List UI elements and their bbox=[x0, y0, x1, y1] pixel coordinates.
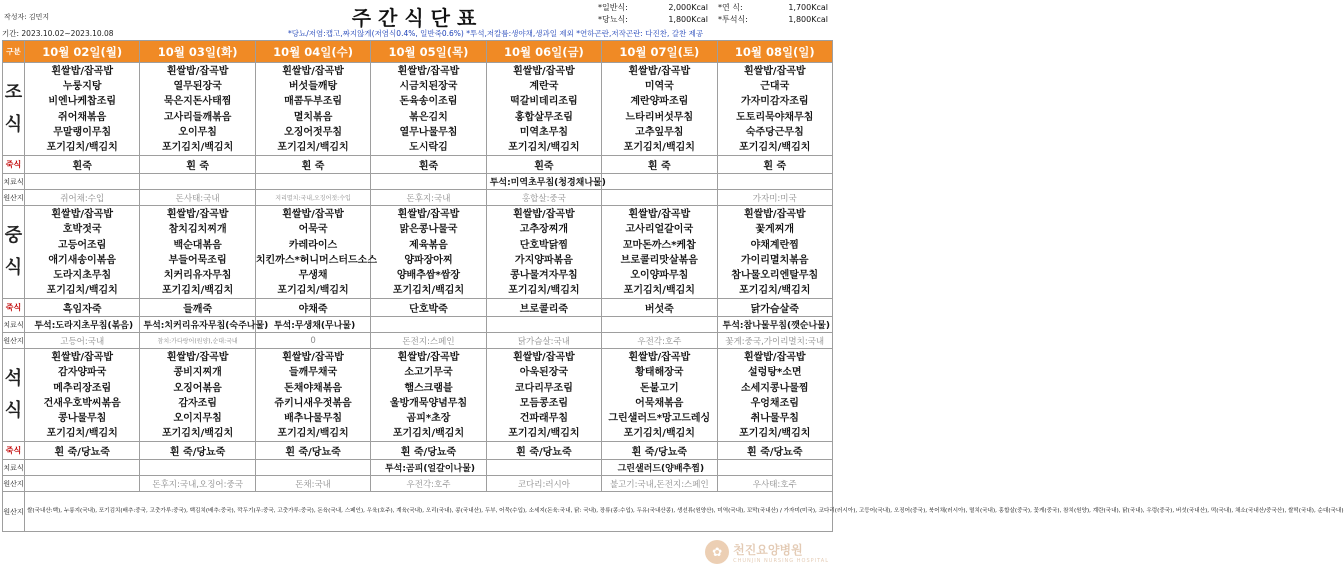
juk-item: 버섯죽 bbox=[602, 299, 717, 317]
dish-item: 제육볶음 bbox=[409, 239, 448, 251]
origin-item: 돈후지:국내 bbox=[371, 190, 486, 206]
dish-item: 흰쌀밥/잡곡밥 bbox=[397, 66, 460, 77]
dish-item: 포기김치/백김치 bbox=[739, 141, 811, 153]
juk-item: 흑임자죽 bbox=[25, 299, 140, 317]
dish-item: 포기김치/백김치 bbox=[623, 428, 695, 440]
therapy-item: 그린샐러드(양배추찜) bbox=[602, 460, 717, 476]
therapy-label: 치료식 bbox=[3, 460, 25, 476]
juk-item: 흰죽 bbox=[371, 156, 486, 174]
origin-item: 돈후지:국내,오징어:중국 bbox=[140, 476, 255, 492]
dish-item: 가자미감자조림 bbox=[740, 96, 809, 108]
day-header: 10월 07일(토) bbox=[602, 41, 717, 63]
page-title: 주간식단표 bbox=[351, 6, 484, 30]
diet-notice: *당뇨/저염:캡고,짜지않게(저염식0.4%, 일반죽0.6%) *투석,저칼륨:생야채,생과일 제외 *연하곤란,저작곤란: 다진찬, 갈찬 제공 bbox=[288, 29, 704, 38]
dish-item: 버섯들깨탕 bbox=[288, 81, 338, 93]
dish-item: 흰쌀밥/잡곡밥 bbox=[628, 66, 691, 77]
origin-item: 홍합살:중국 bbox=[486, 190, 601, 206]
dish-list bbox=[371, 349, 486, 442]
juk-item: 야채죽 bbox=[255, 299, 370, 317]
dish-item: 포기김치/백김치 bbox=[161, 428, 234, 440]
therapy-item bbox=[371, 317, 486, 333]
day-header: 10월 02일(월) bbox=[25, 41, 140, 63]
dish-item: 포기김치/백김치 bbox=[739, 285, 811, 297]
origin-item bbox=[602, 190, 717, 206]
dish-item: 어묵채볶음 bbox=[635, 397, 684, 409]
origin-item: 돈채:국내 bbox=[255, 476, 370, 492]
dish-item: 무생채 bbox=[298, 269, 328, 281]
dish-item: 감자양파국 bbox=[58, 367, 107, 379]
origin-item: 지리멸치:국내,오징어젓:수입 bbox=[255, 190, 370, 206]
therapy-item bbox=[602, 174, 717, 190]
therapy-item: 투석:미역초무침(청경채나물) bbox=[486, 174, 601, 190]
origin-label: 원산지 bbox=[3, 190, 25, 206]
dish-item: 야채계란찜 bbox=[750, 239, 799, 251]
therapy-item bbox=[486, 317, 601, 333]
tree-logo-icon: ✿ bbox=[705, 540, 729, 564]
dish-item: 카레라이스 bbox=[288, 239, 338, 251]
therapy-item bbox=[486, 460, 601, 476]
dish-item: 흰쌀밥/잡곡밥 bbox=[51, 209, 114, 221]
juk-item: 흰 죽/당뇨죽 bbox=[717, 442, 832, 460]
dish-item: 무말랭이무침 bbox=[53, 126, 112, 138]
dish-item: 참치김치찌개 bbox=[168, 224, 227, 236]
therapy-item bbox=[140, 174, 255, 190]
origin-item: 꽃게:중국,가이리멸치:국내 bbox=[717, 333, 832, 349]
dish-item: 흰쌀밥/잡곡밥 bbox=[513, 352, 575, 364]
origin-item: 불고기:국내,돈전지:스페인 bbox=[602, 476, 717, 492]
dish-item: 흰쌀밥/잡곡밥 bbox=[51, 66, 114, 77]
dish-list bbox=[486, 206, 601, 299]
dish-item: 돈육송이조림 bbox=[399, 96, 458, 108]
therapy-label: 치료식 bbox=[3, 317, 25, 333]
hospital-watermark bbox=[705, 540, 829, 564]
origin-item: 코다리:러시아 bbox=[486, 476, 601, 492]
dish-item: 어묵국 bbox=[298, 224, 328, 236]
dish-list bbox=[25, 349, 140, 442]
dish-item: 흰쌀밥/잡곡밥 bbox=[743, 209, 806, 221]
dish-item: 애기새송이볶음 bbox=[48, 254, 117, 266]
juk-item: 단호박죽 bbox=[371, 299, 486, 317]
dish-item: 들깨무채국 bbox=[288, 367, 338, 379]
dish-item: 포기김치/백김치 bbox=[623, 141, 695, 153]
origin-item: 우전각:호주 bbox=[602, 333, 717, 349]
dish-item: 도시락김 bbox=[409, 141, 448, 153]
dish-item: 흰쌀밥/잡곡밥 bbox=[513, 209, 575, 221]
origin-item: 고등어:국내 bbox=[25, 333, 140, 349]
dish-item: 매콤두부조림 bbox=[284, 96, 343, 108]
dish-item: 포기김치/백김치 bbox=[277, 141, 349, 153]
origin-item: 닭가슴살:국내 bbox=[486, 333, 601, 349]
therapy-item bbox=[717, 174, 832, 190]
therapy-item: 투석:치커리유자무침(숙주나물) bbox=[140, 317, 255, 333]
dish-item: 포기김치/백김치 bbox=[46, 428, 118, 440]
therapy-item bbox=[25, 460, 140, 476]
dish-item: 멸치볶음 bbox=[293, 111, 333, 123]
dish-item: 양파장아찌 bbox=[404, 254, 453, 266]
meal-label-breakfast: 조 식 bbox=[3, 63, 25, 156]
dish-list bbox=[717, 63, 832, 156]
dish-list bbox=[140, 63, 255, 156]
juk-label: 죽식 bbox=[3, 156, 25, 174]
dish-item: 아욱된장국 bbox=[519, 367, 569, 379]
dish-item: 볶은김치 bbox=[409, 111, 448, 123]
origin-item: 가자미:미국 bbox=[717, 190, 832, 206]
dish-item: 참나물오리엔탈무침 bbox=[731, 269, 819, 281]
juk-item: 흰 죽 bbox=[140, 156, 255, 174]
dish-item: 흰쌀밥/잡곡밥 bbox=[513, 66, 575, 77]
dish-item: 흰쌀밥/잡곡밥 bbox=[166, 209, 229, 221]
origin-item: 돈전지:스페인 bbox=[371, 333, 486, 349]
origin-label: 원산지 bbox=[3, 476, 25, 492]
footer-origin-text: 쌀(국내산:백), 누룽지(국내), 포기김치(배추:중국, 고춧가루:중국), 백김치(배추:중국), 깍두기(무:중국, 고춧가루:중국), 돈육(국내, 스페인), 우육(호주), 계육(국내), 오리(국내), 콩(국내산), 두부, 어묵(수입), 소세지(돈육:국내, 닭: 국내), 장류(콩:수입), 두유(국내산콩), 생선류(원양산), 미역(국내), 꼬막(국내산) / 가자미(미국), 코다리(러시아), 고등어(국내), 오징어(중국), 북어채(러시아), 멸치(국내), 홍합살(중국), 꽃게(중국), 참치(원양), 계란(국내), 닭(국내), 우렁(중국), 버섯(국내산), 떡(국내), 채소(국내산/중국산), 쌀떡(국내), 순대(국내) bbox=[25, 492, 833, 532]
dish-item: 흰쌀밥/잡곡밥 bbox=[282, 209, 344, 221]
dish-item: 고추잎무침 bbox=[635, 126, 684, 138]
dish-item: 설렁탕*소면 bbox=[748, 367, 802, 379]
juk-item: 들깨죽 bbox=[140, 299, 255, 317]
juk-item: 닭가슴살죽 bbox=[717, 299, 832, 317]
dish-item: 치킨까스*허니머스터드소스 bbox=[255, 254, 377, 266]
dish-item: 오이지무침 bbox=[173, 413, 222, 424]
therapy-item bbox=[255, 460, 370, 476]
dish-item: 묵은지돈사태찜 bbox=[163, 96, 232, 108]
dish-item: 가이리멸치볶음 bbox=[740, 254, 809, 266]
origin-item: 참치:가다랑어(원양),순대:국내 bbox=[140, 333, 255, 349]
dish-list bbox=[602, 63, 717, 156]
dish-item: 홍합살무조림 bbox=[514, 111, 573, 123]
dish-item: 쥬키니새우젓볶음 bbox=[274, 397, 352, 409]
dish-item: 흰쌀밥/잡곡밥 bbox=[743, 352, 806, 364]
therapy-item bbox=[602, 317, 717, 333]
dish-item: 누룽지탕 bbox=[62, 81, 102, 93]
dish-item: 꼬마돈까스*케찹 bbox=[622, 239, 696, 251]
dish-item: 브로콜리맛살볶음 bbox=[620, 254, 698, 266]
calorie-diabetes: *당뇨식: 1,800Kcal bbox=[598, 15, 708, 24]
dish-item: 숙주당근무침 bbox=[745, 126, 804, 138]
juk-label: 죽식 bbox=[3, 442, 25, 460]
origin-item bbox=[25, 476, 140, 492]
dish-item: 떡갈비데리조림 bbox=[510, 96, 578, 108]
day-header: 10월 05일(목) bbox=[371, 41, 486, 63]
dish-item: 콩나물겨자무침 bbox=[510, 269, 578, 281]
dish-item: 포기김치/백김치 bbox=[739, 428, 811, 440]
dish-item: 흰쌀밥/잡곡밥 bbox=[166, 352, 229, 364]
dish-item: 흰쌀밥/잡곡밥 bbox=[282, 66, 344, 77]
dish-item: 포기김치/백김치 bbox=[277, 285, 349, 297]
therapy-label: 치료식 bbox=[3, 174, 25, 190]
footer-origin-label: 원산지 bbox=[3, 492, 25, 532]
weekly-menu-table bbox=[2, 40, 1344, 532]
dish-item: 고등어조림 bbox=[58, 239, 107, 251]
juk-item: 흰죽 bbox=[486, 156, 601, 174]
author-label: 작성자: 김민지 bbox=[4, 13, 50, 21]
therapy-item bbox=[717, 460, 832, 476]
dish-item: 호박젓국 bbox=[62, 224, 102, 236]
dish-item: 메추리장조림 bbox=[53, 382, 112, 394]
calorie-soft: *연 식: 1,700Kcal bbox=[718, 3, 828, 12]
dish-list bbox=[25, 63, 140, 156]
dish-item: 계란양파조림 bbox=[630, 96, 689, 108]
juk-item: 브로콜리죽 bbox=[486, 299, 601, 317]
dish-item: 꽃게찌개 bbox=[755, 224, 795, 236]
dish-item: 계란국 bbox=[529, 81, 559, 93]
juk-item: 흰 죽 bbox=[255, 156, 370, 174]
therapy-item bbox=[25, 174, 140, 190]
dish-item: 느타리버섯무침 bbox=[625, 111, 694, 123]
meal-label-lunch: 중 식 bbox=[3, 206, 25, 299]
dish-item: 포기김치/백김치 bbox=[508, 285, 580, 297]
dish-item: 열무된장국 bbox=[173, 81, 222, 93]
dish-item: 그린샐러드*망고드레싱 bbox=[608, 413, 711, 424]
juk-label: 죽식 bbox=[3, 299, 25, 317]
dish-item: 포기김치/백김치 bbox=[623, 285, 695, 297]
day-header: 10월 08일(일) bbox=[717, 41, 832, 63]
day-header: 10월 04일(수) bbox=[255, 41, 370, 63]
juk-item: 흰 죽/당뇨죽 bbox=[140, 442, 255, 460]
dish-item: 열무나물무침 bbox=[399, 126, 458, 138]
dish-item: 돈불고기 bbox=[640, 382, 679, 394]
dish-item: 양배추쌈*쌈장 bbox=[396, 269, 461, 281]
dish-item: 단호박닭찜 bbox=[519, 239, 569, 251]
dish-item: 맑은콩나물국 bbox=[399, 224, 458, 236]
dish-list bbox=[486, 63, 601, 156]
dish-item: 포기김치/백김치 bbox=[161, 285, 234, 297]
therapy-item: 투석:곰피(얼갈이나물) bbox=[371, 460, 486, 476]
origin-label: 원산지 bbox=[3, 333, 25, 349]
dish-item: 근대국 bbox=[760, 81, 790, 93]
watermark-name: 천진요양병원 bbox=[733, 542, 803, 557]
dish-item: 울방개묵양념무침 bbox=[389, 397, 468, 409]
dish-list bbox=[717, 349, 832, 442]
juk-item: 흰 죽/당뇨죽 bbox=[486, 442, 601, 460]
juk-item: 흰 죽 bbox=[602, 156, 717, 174]
dish-list bbox=[602, 349, 717, 442]
juk-item: 흰 죽/당뇨죽 bbox=[602, 442, 717, 460]
dish-item: 흰쌀밥/잡곡밥 bbox=[628, 352, 691, 364]
juk-item: 흰죽 bbox=[25, 156, 140, 174]
therapy-item bbox=[140, 460, 255, 476]
watermark-sub: CHUNJIN NURSING HOSPITAL bbox=[733, 557, 829, 564]
period-label: 기간: 2023.10.02~2023.10.08 bbox=[2, 29, 114, 38]
dish-item: 오이양파무침 bbox=[630, 269, 689, 281]
dish-item: 오징어볶음 bbox=[173, 382, 222, 394]
dish-item: 배추나물무침 bbox=[284, 413, 343, 424]
therapy-item: 투석:도라지초무침(볶음) bbox=[25, 317, 140, 333]
dish-item: 흰쌀밥/잡곡밥 bbox=[397, 352, 460, 364]
dish-item: 고사리얼갈이국 bbox=[625, 224, 694, 236]
origin-item: 우사태:호주 bbox=[717, 476, 832, 492]
therapy-item: 투석:참나물무침(깻순나물) bbox=[717, 317, 832, 333]
dish-list bbox=[371, 206, 486, 299]
dish-item: 코다리무조림 bbox=[514, 382, 573, 394]
therapy-item bbox=[371, 174, 486, 190]
juk-item: 흰 죽/당뇨죽 bbox=[371, 442, 486, 460]
dish-item: 건새우호박씨볶음 bbox=[43, 397, 121, 409]
dish-item: 흰쌀밥/잡곡밥 bbox=[166, 66, 229, 77]
dish-list bbox=[717, 206, 832, 299]
dish-item: 미역국 bbox=[644, 81, 674, 93]
dish-item: 백순대볶음 bbox=[173, 239, 222, 251]
dish-item: 포기김치/백김치 bbox=[46, 141, 118, 153]
dish-item: 포기김치/백김치 bbox=[508, 141, 580, 153]
dish-item: 콩비지찌개 bbox=[173, 367, 222, 379]
column-header-label: 구분 bbox=[3, 41, 25, 63]
dish-list bbox=[486, 349, 601, 442]
juk-item: 흰 죽/당뇨죽 bbox=[255, 442, 370, 460]
dish-item: 포기김치/백김치 bbox=[277, 428, 349, 440]
dish-item: 도라지초무침 bbox=[53, 269, 112, 281]
dish-item: 흰쌀밥/잡곡밥 bbox=[51, 352, 114, 364]
dish-item: 황태해장국 bbox=[635, 367, 684, 379]
dish-list bbox=[140, 349, 255, 442]
dish-item: 콩나물무침 bbox=[58, 413, 107, 424]
dish-item: 부들어묵조림 bbox=[168, 254, 227, 266]
dish-item: 가지양파볶음 bbox=[514, 254, 573, 266]
dish-item: 쥐어채볶음 bbox=[58, 111, 107, 123]
origin-item: 쥐어채:수입 bbox=[25, 190, 140, 206]
juk-item: 흰 죽 bbox=[717, 156, 832, 174]
origin-item: 0 bbox=[255, 333, 370, 349]
dish-item: 포기김치/백김치 bbox=[392, 285, 465, 297]
origin-item: 돈사태:국내 bbox=[140, 190, 255, 206]
dish-item: 감자조림 bbox=[178, 397, 217, 409]
calorie-general: *일반식: 2,000Kcal bbox=[598, 3, 708, 12]
day-header: 10월 03일(화) bbox=[140, 41, 255, 63]
dish-item: 포기김치/백김치 bbox=[46, 285, 118, 297]
dish-item: 고사리들깨볶음 bbox=[163, 111, 232, 123]
dish-item: 흰쌀밥/잡곡밥 bbox=[282, 352, 344, 364]
dish-item: 포기김치/백김치 bbox=[392, 428, 465, 440]
juk-item: 흰 죽/당뇨죽 bbox=[25, 442, 140, 460]
header bbox=[0, 0, 835, 38]
dish-item: 우엉채조림 bbox=[750, 397, 799, 409]
dish-item: 흰쌀밥/잡곡밥 bbox=[743, 66, 806, 77]
dish-item: 흰쌀밥/잡곡밥 bbox=[397, 209, 460, 221]
dish-item: 비엔나케찹조림 bbox=[48, 96, 117, 108]
dish-item: 취나물무침 bbox=[750, 413, 799, 424]
dish-item: 건파래무침 bbox=[519, 413, 569, 424]
dish-item: 곰피*초장 bbox=[406, 413, 451, 424]
meal-label-dinner: 석 식 bbox=[3, 349, 25, 442]
dish-item: 돈채야채볶음 bbox=[284, 382, 343, 394]
dish-item: 치커리유자무침 bbox=[163, 269, 232, 281]
dish-item: 포기김치/백김치 bbox=[508, 428, 580, 440]
dish-list bbox=[371, 63, 486, 156]
dish-item: 포기김치/백김치 bbox=[161, 141, 234, 153]
therapy-item bbox=[255, 174, 370, 190]
dish-item: 오이무침 bbox=[178, 126, 217, 138]
dish-item: 모듬콩조림 bbox=[519, 397, 569, 409]
dish-list bbox=[602, 206, 717, 299]
dish-list bbox=[255, 63, 370, 156]
dish-item: 오징어젓무침 bbox=[284, 126, 343, 138]
dish-item: 소세지콩나물찜 bbox=[740, 382, 809, 394]
dish-item: 햄스크램블 bbox=[404, 382, 453, 394]
dish-item: 시금치된장국 bbox=[399, 81, 458, 93]
dish-item: 고추장찌개 bbox=[519, 224, 569, 236]
therapy-item: 투석:무생채(무나물) bbox=[255, 317, 370, 333]
dish-list bbox=[255, 349, 370, 442]
dish-list bbox=[25, 206, 140, 299]
dish-list bbox=[140, 206, 255, 299]
calorie-dialysis: *투석식: 1,800Kcal bbox=[718, 15, 828, 24]
dish-item: 흰쌀밥/잡곡밥 bbox=[628, 209, 691, 221]
dish-item: 소고기무국 bbox=[404, 367, 453, 379]
dish-item: 도토리묵야채무침 bbox=[736, 111, 814, 123]
dish-list bbox=[255, 206, 377, 299]
dish-item: 미역초무침 bbox=[519, 126, 569, 138]
day-header: 10월 06일(금) bbox=[486, 41, 601, 63]
origin-item: 우전각:호주 bbox=[371, 476, 486, 492]
